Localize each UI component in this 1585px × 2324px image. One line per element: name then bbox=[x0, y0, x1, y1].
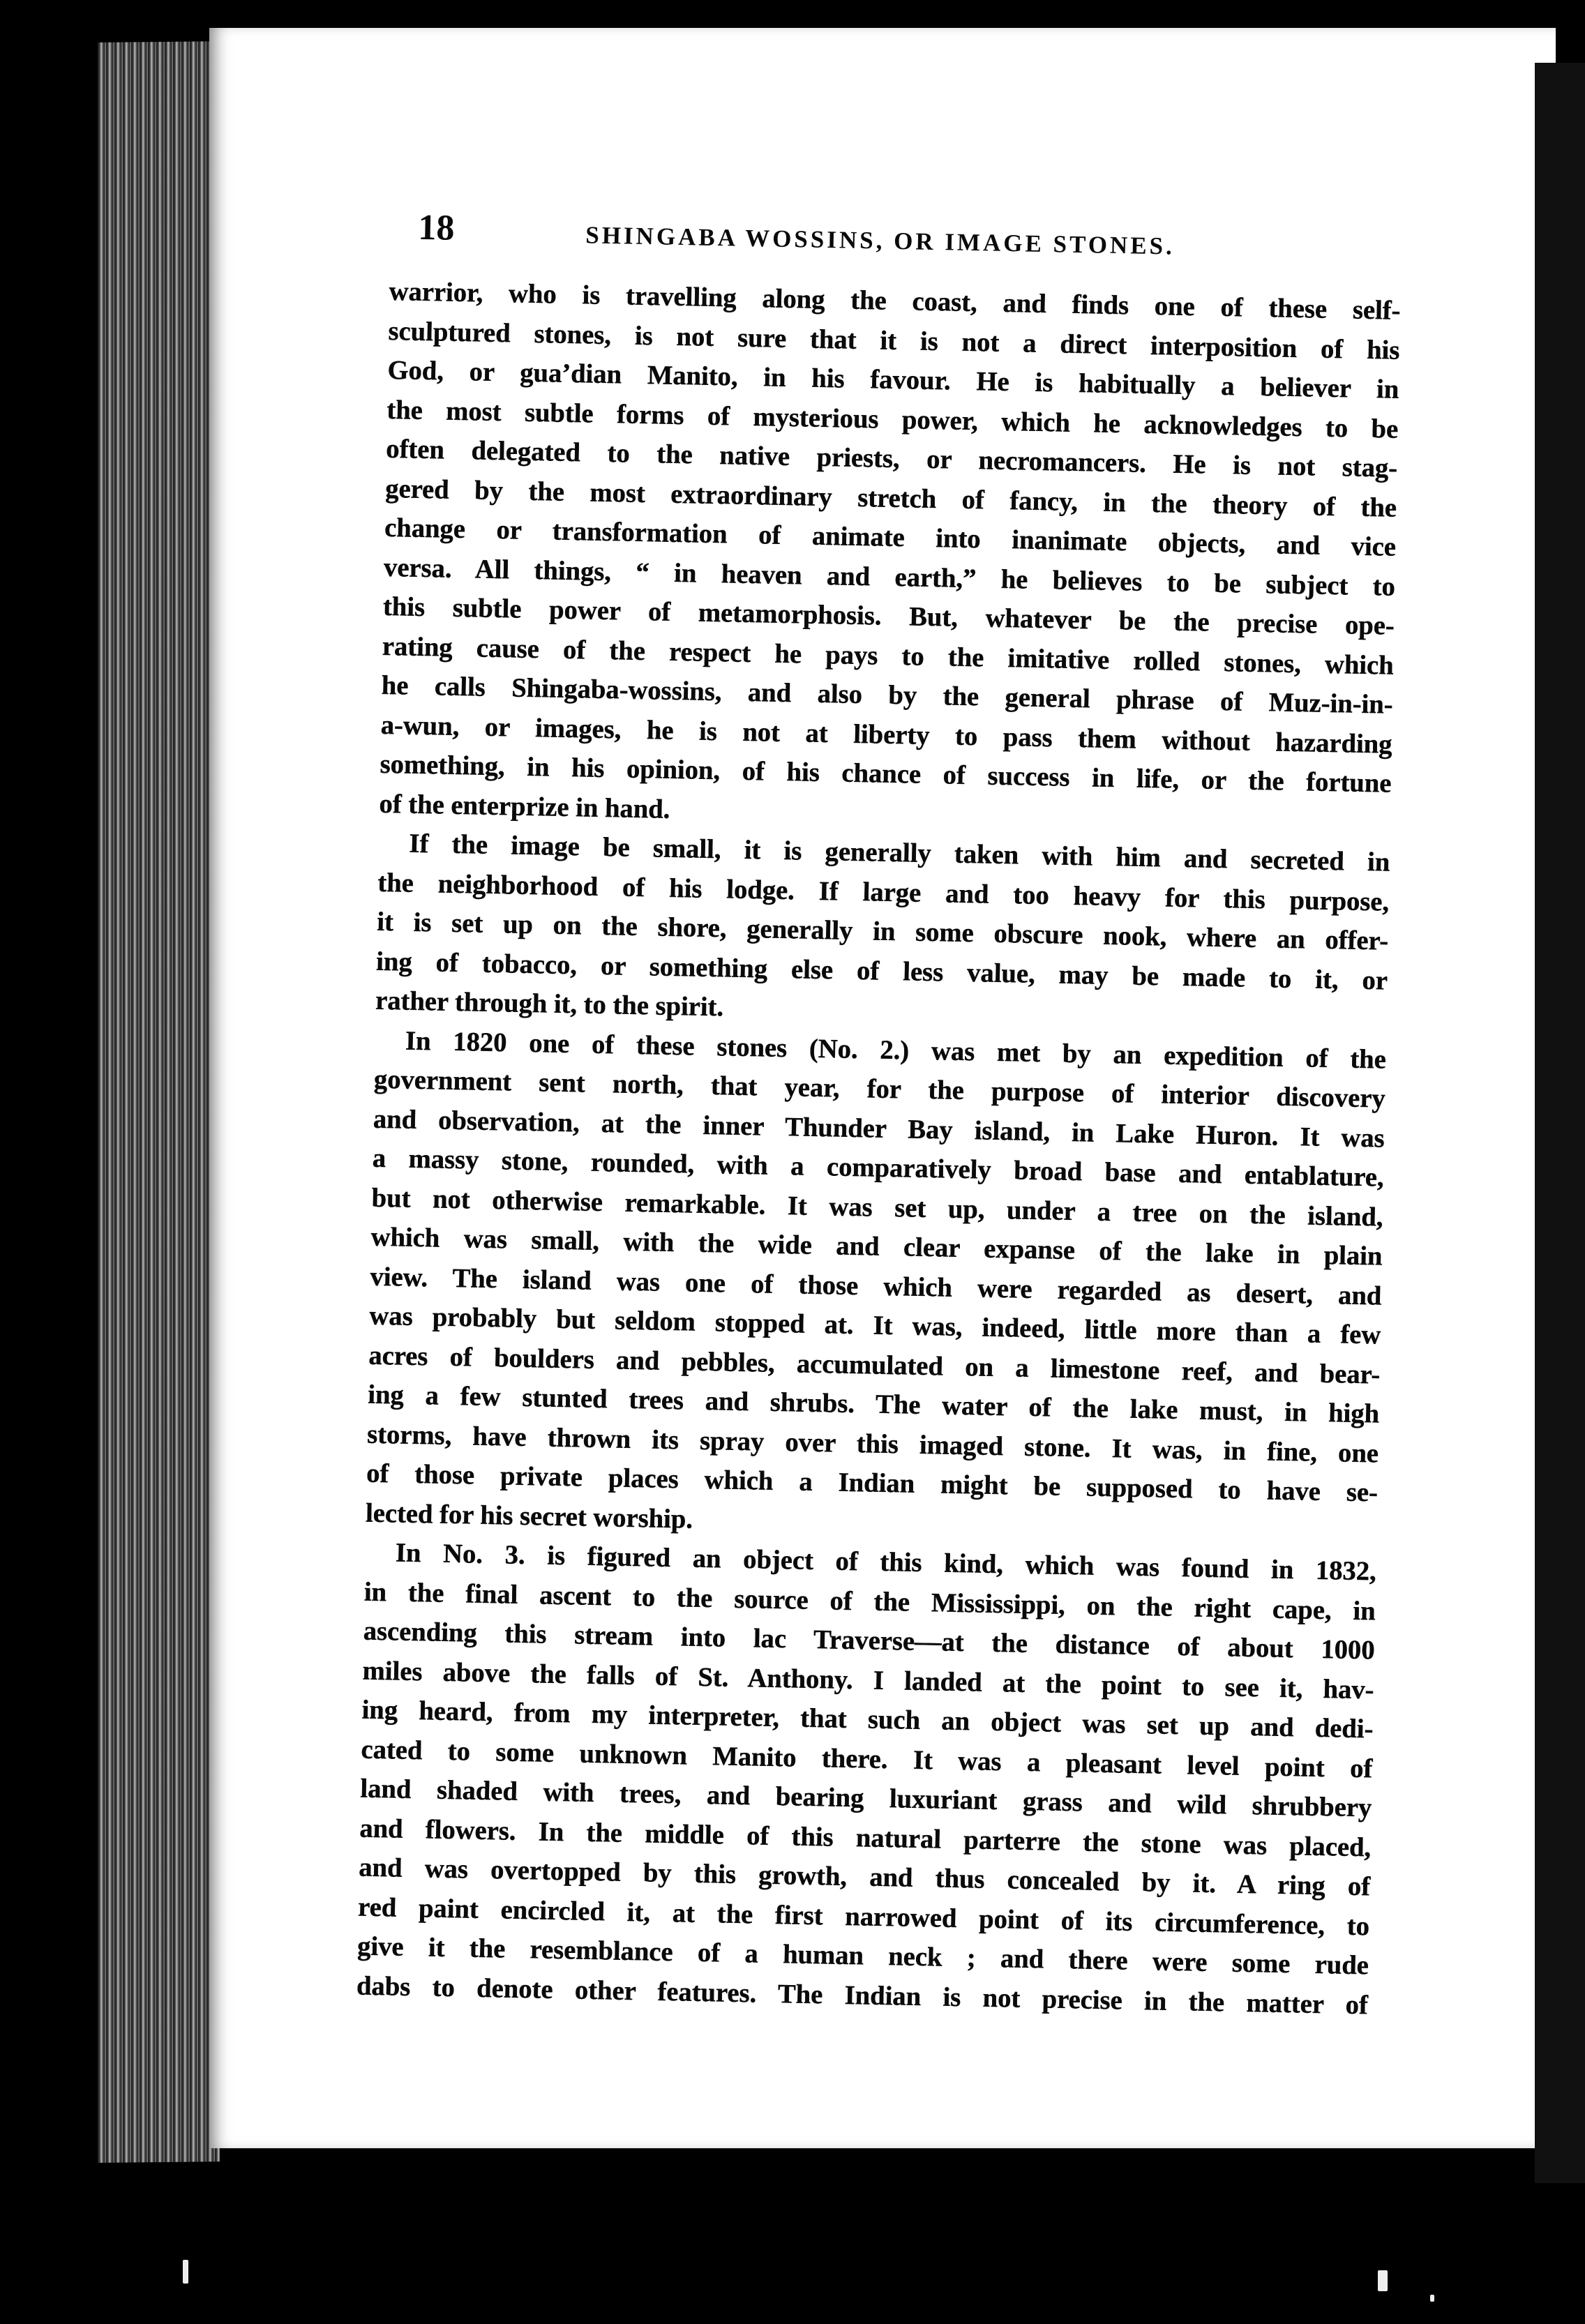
text-line: In 1820 one of these stones (No. 2.) was met by an expedition of the bbox=[405, 1026, 1387, 1075]
text-line: give it the resemblance of a human neck ; and there were some rude bbox=[356, 1931, 1369, 1981]
text-line: and observation, at the inner Thunder Bay island, in Lake Huron. It was bbox=[373, 1104, 1385, 1154]
right-page-edge bbox=[1535, 63, 1585, 2183]
text-line: government sent north, that year, for the purpose of interior discovery bbox=[373, 1064, 1386, 1114]
book-page-edges bbox=[98, 41, 220, 2163]
text-line: was probably but seldom stopped at. It was, indeed, little more than a few bbox=[369, 1301, 1381, 1350]
text-line: In No. 3. is figured an object of this kind, which was found in 1832, bbox=[395, 1538, 1377, 1587]
text-line: he calls Shingaba-wossins, and also by the general phrase of Muz-in-in- bbox=[381, 670, 1394, 720]
text-line: this subtle power of metamorphosis. But, whatever be the precise ope- bbox=[382, 591, 1395, 641]
paragraph-2 bbox=[375, 824, 1390, 1040]
scan-speck bbox=[1430, 2295, 1434, 2302]
text-line: ing of tobacco, or something else of less value, may be made to it, or bbox=[375, 946, 1388, 996]
text-line: red paint encircled it, at the first narrowed point of its circumference, to bbox=[357, 1892, 1370, 1941]
text-line: something, in his opinion, of his chance of success in life, or the fortune bbox=[380, 749, 1392, 799]
text-line: ascending this stream into lac Traverse—at the distance of about 1000 bbox=[363, 1616, 1375, 1666]
text-line: change or transformation of animate into inanimate objects, and vice bbox=[384, 513, 1397, 562]
running-title: SHINGABA WOSSINS, OR IMAGE STONES. bbox=[585, 221, 1175, 260]
text-line: view. The island was one of those which were regarded as desert, and bbox=[370, 1262, 1382, 1311]
text-line: and was overtopped by this growth, and thus concealed by it. A ring of bbox=[358, 1853, 1371, 1902]
text-line: and flowers. In the middle of this natural parterre the stone was placed, bbox=[359, 1813, 1372, 1862]
text-line: of those private places which a Indian might be supposed to have se- bbox=[366, 1458, 1379, 1508]
text-line: a-wun, or images, he is not at liberty to pass them without hazarding bbox=[380, 710, 1392, 760]
text-line: which was small, with the wide and clear expanse of the lake in plain bbox=[370, 1222, 1383, 1272]
page-number: 18 bbox=[417, 207, 456, 248]
text-line: gered by the most extraordinary stretch of fancy, in the theory of the bbox=[384, 474, 1397, 523]
text-line: in the final ascent to the source of the Mississippi, on the right cape, in bbox=[363, 1577, 1376, 1626]
text-line: land shaded with trees, and bearing luxuriant grass and wild shrubbery bbox=[360, 1774, 1372, 1823]
page-text-block bbox=[356, 209, 1402, 2025]
paragraph-1 bbox=[379, 272, 1401, 843]
text-line: versa. All things, “ in heaven and earth,” he believes to be subject to bbox=[383, 552, 1396, 602]
text-line: storms, have thrown its spray over this imaged stone. It was, in fine, one bbox=[366, 1419, 1379, 1469]
text-line: of the enterprize in hand. bbox=[379, 789, 670, 824]
text-line: God, or gua’dian Manito, in his favour. He is habitually a believer in bbox=[387, 355, 1399, 405]
text-line: acres of boulders and pebbles, accumulated on a limestone reef, and bear- bbox=[368, 1341, 1381, 1390]
text-line: but not otherwise remarkable. It was set up, under a tree on the island, bbox=[371, 1183, 1383, 1232]
text-line: rather through it, to the spirit. bbox=[375, 986, 724, 1023]
text-line: rating cause of the respect he pays to the imitative rolled stones, which bbox=[382, 631, 1395, 681]
text-line: ing a few stunted trees and shrubs. The water of the lake must, in high bbox=[367, 1380, 1380, 1429]
text-line: If the image be small, it is generally taken with him and secreted in bbox=[409, 829, 1390, 877]
text-line: miles above the falls of St. Anthony. I landed at the point to see it, hav- bbox=[362, 1656, 1374, 1705]
text-line: cated to some unknown Manito there. It was a pleasant level point of bbox=[361, 1735, 1373, 1783]
text-line: the most subtle forms of mysterious power, which he acknowledges to be bbox=[386, 395, 1399, 444]
text-line: ing heard, from my interpreter, that such an object was set up and dedi- bbox=[361, 1695, 1374, 1744]
text-line: lected for his secret worship. bbox=[365, 1498, 693, 1534]
text-line: it is set up on the shore, generally in some obscure nook, where an offer- bbox=[376, 907, 1389, 956]
text-line: the neighborhood of his lodge. If large and too heavy for this purpose, bbox=[377, 868, 1390, 917]
text-line: sculptured stones, is not sure that it is not a direct interposition of his bbox=[388, 316, 1400, 365]
scan-speck bbox=[183, 2260, 188, 2284]
text-line: dabs to denote other features. The Indian is not precise in the matter of bbox=[356, 1971, 1369, 2020]
text-line: warrior, who is travelling along the coast, and finds one of these self- bbox=[389, 276, 1401, 326]
text-line: often delegated to the native priests, or necromancers. He is not stag- bbox=[385, 434, 1398, 483]
text-line: a massy stone, rounded, with a comparatively broad base and entablature, bbox=[372, 1143, 1385, 1193]
paragraph-4 bbox=[356, 1533, 1377, 2025]
paragraph-3 bbox=[366, 1020, 1387, 1552]
scan-speck bbox=[1378, 2270, 1388, 2291]
